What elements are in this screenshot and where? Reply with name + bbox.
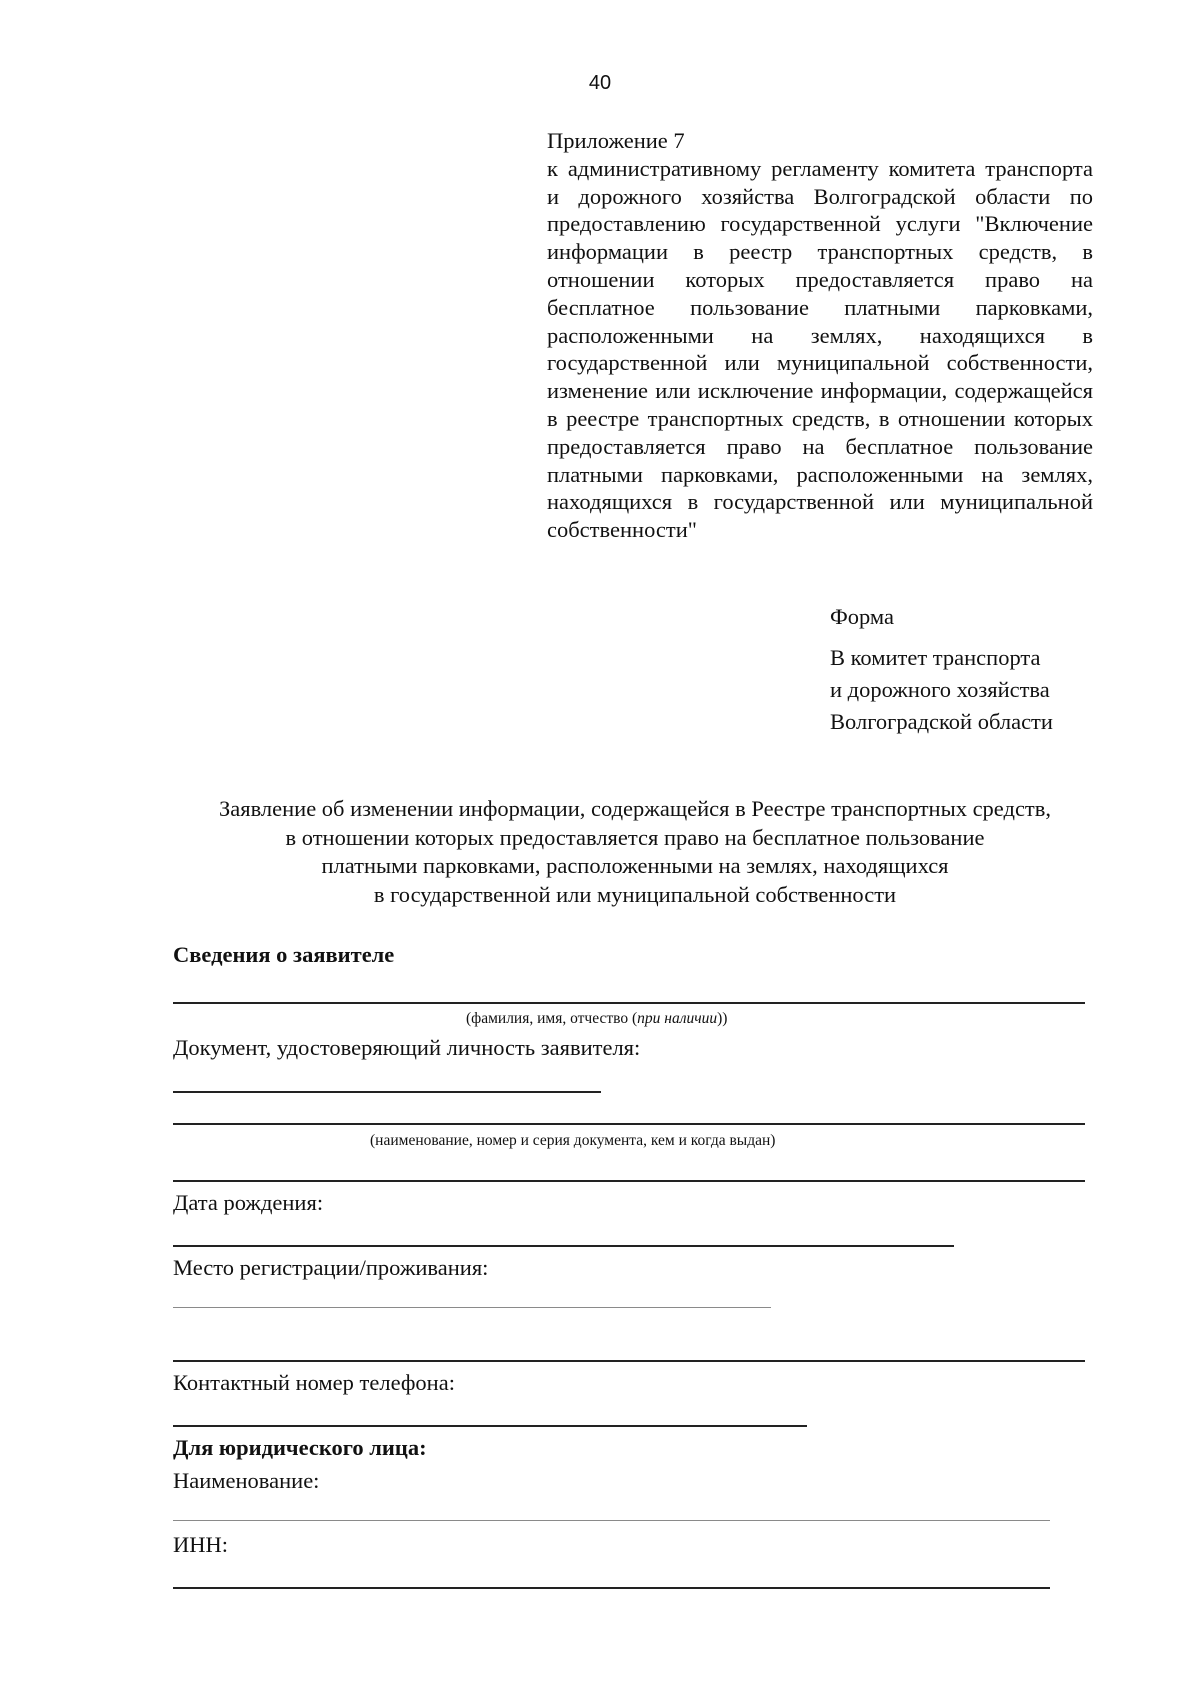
appendix-body: к административному регламенту комитета транспорта и дорожного хозяйства Волгоградской области по предоставлению государственной услуги "Включение информации в реестр транспортных средств, в отношении которых предоставляется право на бесплатное пользование платными парковками, расположенными на землях, находящихся в государственной или муниципальной собственности, изменение или исключение информации, содержащейся в реестре транспортных средств, в отношении которых предоставляется право на бесплатное пользование платными парковками, расположенными на землях, находящихся в государственной или муниципальной собственности" xyxy=(547,155,1093,543)
residence-field-2[interactable] xyxy=(173,1360,1085,1362)
phone-field[interactable] xyxy=(173,1425,807,1427)
inn-label: ИНН: xyxy=(173,1532,228,1557)
addressee-line: В комитет транспорта xyxy=(830,645,1041,670)
addressee-block xyxy=(830,642,1053,738)
id-document-field[interactable] xyxy=(173,1091,601,1093)
fio-hint: (фамилия, имя, отчество (при наличии)) xyxy=(466,1010,728,1027)
id-document-field-2[interactable] xyxy=(173,1123,1085,1125)
birth-date-field[interactable] xyxy=(173,1245,954,1247)
phone-label: Контактный номер телефона: xyxy=(173,1370,455,1395)
appendix-block xyxy=(547,127,1093,544)
addressee-line: Волгоградской области xyxy=(830,709,1053,734)
birth-date-label: Дата рождения: xyxy=(173,1190,324,1215)
form-label: Форма xyxy=(830,604,895,629)
page-number: 40 xyxy=(588,72,612,94)
addressee-line: и дорожного хозяйства xyxy=(830,677,1050,702)
fio-field[interactable] xyxy=(173,1002,1085,1004)
legal-entity-heading: Для юридического лица: xyxy=(173,1435,427,1460)
residence-field[interactable] xyxy=(173,1307,771,1308)
statement-title-line: платными парковками, расположенными на землях, находящихся xyxy=(321,853,949,878)
inn-field[interactable] xyxy=(173,1587,1050,1589)
legal-entity-name-field[interactable] xyxy=(173,1520,1050,1521)
id-document-label: Документ, удостоверяющий личность заявителя: xyxy=(173,1035,641,1060)
id-document-field-3[interactable] xyxy=(173,1180,1085,1182)
statement-title-line: Заявление об изменении информации, содержащейся в Реестре транспортных средств, xyxy=(218,796,1052,821)
legal-entity-name-label: Наименование: xyxy=(173,1468,320,1493)
residence-label: Место регистрации/проживания: xyxy=(173,1255,489,1280)
statement-title-line: в отношении которых предоставляется право на бесплатное пользование xyxy=(285,824,985,850)
id-document-hint: (наименование, номер и серия документа, кем и когда выдан) xyxy=(370,1132,776,1149)
applicant-heading: Сведения о заявителе xyxy=(173,942,395,967)
statement-title xyxy=(120,795,1150,909)
appendix-title: Приложение 7 xyxy=(547,128,685,153)
statement-title-line: в государственной или муниципальной собственности xyxy=(373,881,897,907)
